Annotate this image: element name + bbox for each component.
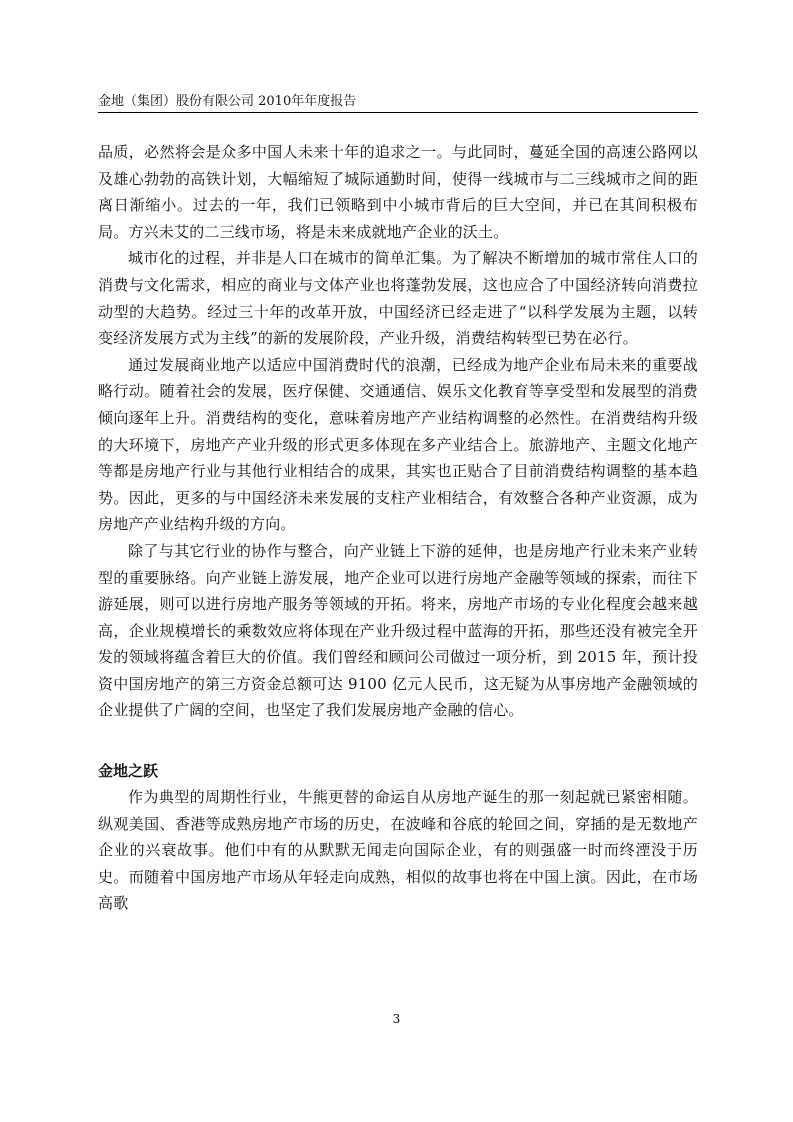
page-number: 3 <box>392 1012 401 1026</box>
paragraph-3: 通过发展商业地产以适应中国消费时代的浪潮，已经成为地产企业布局未来的重要战略行动。随着社会的发展，医疗保健、交通通信、娱乐文化教育等享受型和发展型的消费倾向逐年上升。消费结构的变化，意味着房地产产业结构调整的必然性。在消费结构升级的大环境下，房地产产业升级的形式更多体现在多产业结合上。旅游地产、主题文化地产等都是房地产行业与其他行业相结合的成果，其实也正贴合了目前消费结构调整的基本趋势。因此，更多的与中国经济未来发展的支柱产业相结合，有效整合各种产业资源，成为房地产产业结构升级的方向。 <box>98 355 698 534</box>
report-header: 金地（集团）股份有限公司 2010年年度报告 <box>98 94 357 109</box>
section-title: 金地之跃 <box>98 762 159 781</box>
paragraph-2: 城市化的过程，并非是人口在城市的简单汇集。为了解决不断增加的城市常住人口的消费与文化需求，相应的商业与文体产业也将蓬勃发展，这也应合了中国经济转向消费拉动型的大趋势。经过三十年的改革开放，中国经济已经走进了“以科学发展为主题，以转变经济发展方式为主线”的新的发展阶段，产业升级，消费结构转型已势在必行。 <box>98 249 698 348</box>
section-paragraph-1: 作为典型的周期性行业，牛熊更替的命运自从房地产诞生的那一刻起就已紧密相随。纵观美国、香港等成熟房地产市场的历史，在波峰和谷底的轮回之间，穿插的是无数地产企业的兴衰故事。他们中有的从默默无闻走向国际企业，有的则强盛一时而终湮没于历史。而随着中国房地产市场从年轻走向成熟，相似的故事也将在中国上演。因此，在市场高歌 <box>98 788 698 913</box>
paragraph-1: 品质，必然将会是众多中国人未来十年的追求之一。与此同时，蔓延全国的高速公路网以及雄心勃勃的高铁计划，大幅缩短了城际通勤时间，使得一线城市与二三线城市之间的距离日渐缩小。过去的一年，我们已领略到中小城市背后的巨大空间，并已在其间积极布局。方兴未艾的二三线市场，将是未来成就地产企业的沃土。 <box>98 143 698 241</box>
header-divider <box>98 112 698 113</box>
page-body <box>98 139 698 917</box>
paragraph-4: 除了与其它行业的协作与整合，向产业链上下游的延伸，也是房地产行业未来产业转型的重要脉络。向产业链上游发展，地产企业可以进行房地产金融等领域的探索，而往下游延展，则可以进行房地产服务等领域的开拓。将来，房地产市场的专业化程度会越来越高，企业规模增长的乘数效应将体现在产业升级过程中蓝海的开拓，那些还没有被完全开发的领域将蕴含着巨大的价值。我们曾经和顾问公司做过一项分析，到 2015 年，预计投资中国房地产的第三方资金总额可达 9100 亿元人民币，这无疑为从事房地产金融领域的企业提供了广阔的空间，也坚定了我们发展房地产金融的信心。 <box>98 541 698 720</box>
